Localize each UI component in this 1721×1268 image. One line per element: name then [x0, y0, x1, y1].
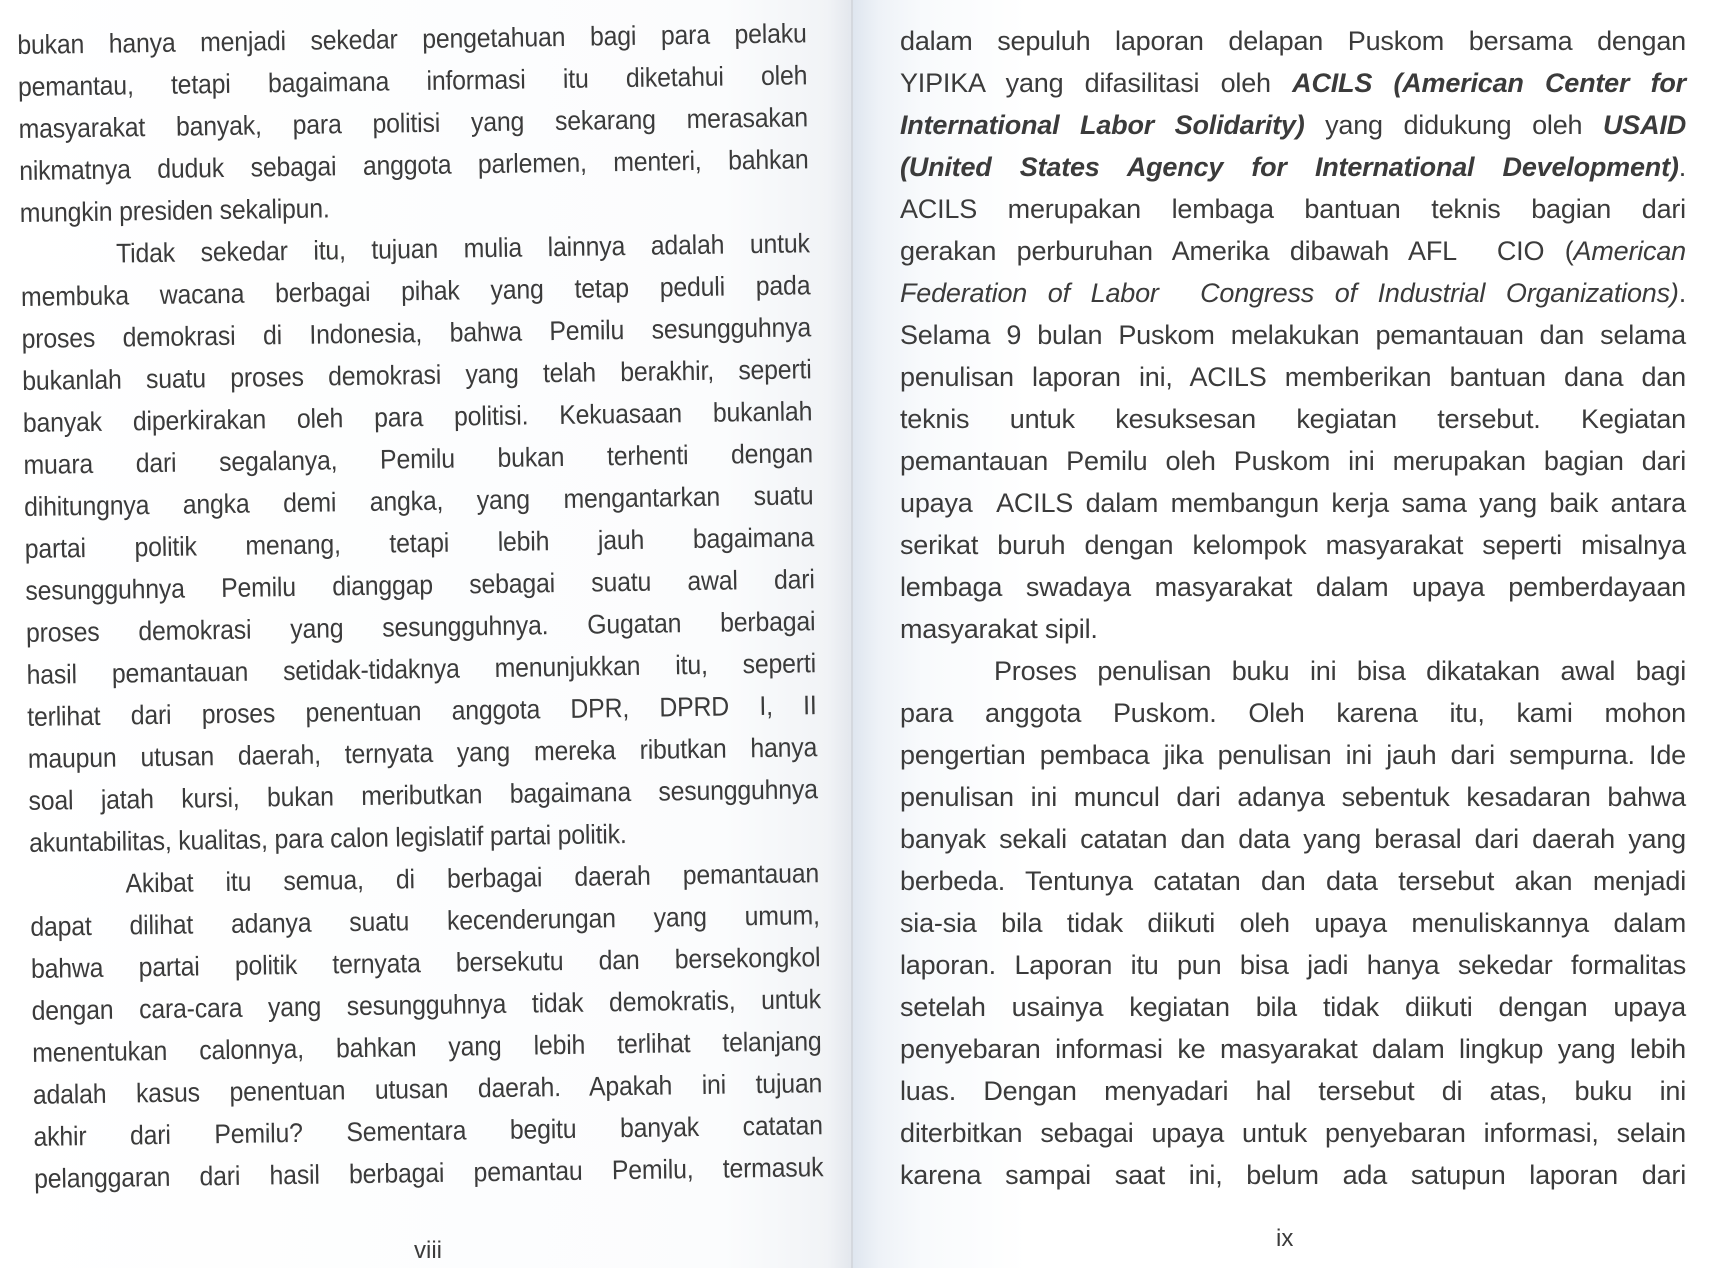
text-line: soal jatah kursi, bukan meributkan bagaimana sesungguhnya: [28, 774, 819, 816]
text-line: adalah kasus penentuan utusan daerah. Apakah ini tujuan: [32, 1068, 823, 1110]
text-line: menentukan calonnya, bahkan yang lebih terlihat telanjang: [32, 1026, 822, 1068]
text-line: masyarakat banyak, para politisi yang sekarang merasakan: [18, 102, 809, 144]
text-segment: yang didukung oleh: [1304, 110, 1603, 140]
text-line: [900, 440, 1686, 482]
text-line: [900, 524, 1686, 566]
text-line: [900, 860, 1686, 902]
emphasis-text: ACILS (American Center for: [1292, 68, 1686, 98]
text-segment: upaya ACILS dalam membangun kerja sama yang baik antara: [900, 488, 1686, 518]
text-line: [900, 188, 1686, 230]
text-line: proses demokrasi di Indonesia, bahwa Pemilu sesungguhnya: [21, 312, 812, 354]
text-line: [900, 20, 1686, 62]
text-segment: serikat buruh dengan kelompok masyarakat seperti misalnya: [900, 530, 1686, 560]
text-line: terlihat dari proses penentuan anggota DPR, DPRD I, II: [27, 690, 817, 732]
text-line: proses demokrasi yang sesungguhnya. Gugatan berbagai: [25, 606, 816, 648]
text-line: akhir dari Pemilu? Sementara begitu banyak catatan: [33, 1110, 824, 1152]
text-line: [900, 944, 1686, 986]
text-line: Tidak sekedar itu, tujuan mulia lainnya adalah untuk: [115, 228, 810, 269]
text-segment: .: [1678, 278, 1686, 308]
text-segment: .: [1678, 152, 1686, 182]
text-line: [900, 986, 1686, 1028]
text-line: [900, 1028, 1686, 1070]
italic-text: American: [1573, 236, 1686, 266]
text-line: partai politik menang, tetapi lebih jauh bagaimana: [24, 522, 815, 564]
text-line: [900, 776, 1686, 818]
text-line: [900, 1154, 1686, 1196]
text-line: [900, 650, 1686, 692]
text-line: bahwa partai politik ternyata bersekutu dan bersekongkol: [30, 942, 821, 984]
text-line: sesungguhnya Pemilu dianggap sebagai suatu awal dari: [25, 564, 815, 606]
left-page-body: [17, 12, 824, 1200]
text-segment: pengertian pembaca jika penulisan ini jauh dari sempurna. Ide: [900, 740, 1686, 770]
text-segment: setelah usainya kegiatan bila tidak diikuti dengan upaya: [900, 992, 1686, 1022]
text-line: muara dari segalanya, Pemilu bukan terhenti dengan: [23, 438, 814, 480]
left-page: [0, 0, 853, 1268]
emphasis-text: USAID: [1602, 110, 1686, 140]
text-line: maupun utusan daerah, ternyata yang mereka ributkan hanya: [27, 732, 818, 774]
text-line: pelanggaran dari hasil berbagai pemantau Pemilu, termasuk: [33, 1152, 824, 1194]
text-line: bukan hanya menjadi sekedar pengetahuan bagi para pelaku: [17, 18, 807, 60]
text-segment: gerakan perburuhan Amerika dibawah AFL CIO (: [900, 236, 1574, 266]
text-segment: pemantauan Pemilu oleh Puskom ini merupakan bagian dari: [900, 446, 1686, 476]
text-segment: para anggota Puskom. Oleh karena itu, kami mohon: [900, 698, 1686, 728]
text-segment: penyebaran informasi ke masyarakat dalam lingkup yang lebih: [900, 1034, 1686, 1064]
text-line: [900, 1070, 1686, 1112]
text-line: dengan cara-cara yang sesungguhnya tidak demokratis, untuk: [31, 984, 822, 1026]
text-line: [900, 902, 1686, 944]
emphasis-text: (United States Agency for International Development): [900, 152, 1679, 182]
text-segment: dalam sepuluh laporan delapan Puskom bersama dengan: [900, 26, 1686, 56]
text-segment: Proses penulisan buku ini bisa dikatakan awal bagi: [994, 656, 1686, 686]
text-segment: laporan. Laporan itu pun bisa jadi hanya sekedar formalitas: [900, 950, 1686, 980]
text-line: [900, 566, 1686, 608]
text-segment: banyak sekali catatan dan data yang berasal dari daerah yang: [900, 824, 1686, 854]
text-line: [900, 818, 1686, 860]
text-segment: penulisan laporan ini, ACILS memberikan bantuan dana dan: [900, 362, 1686, 392]
text-segment: penulisan ini muncul dari adanya sebentuk kesadaran bahwa: [900, 782, 1686, 812]
text-line: membuka wacana berbagai pihak yang tetap peduli pada: [20, 270, 811, 312]
text-line: [900, 398, 1686, 440]
text-segment: YIPIKA yang difasilitasi oleh: [900, 68, 1293, 98]
text-segment: berbeda. Tentunya catatan dan data tersebut akan menjadi: [900, 866, 1686, 896]
text-line: banyak diperkirakan oleh para politisi. Kekuasaan bukanlah: [22, 396, 813, 438]
text-line: [900, 356, 1686, 398]
text-segment: diterbitkan sebagai upaya untuk penyebaran informasi, selain: [900, 1118, 1686, 1148]
text-line: dapat dilihat adanya suatu kecenderungan yang umum,: [30, 900, 820, 942]
text-line: [900, 608, 1686, 650]
text-line: mungkin presiden sekalipun.: [19, 193, 330, 228]
text-line: [900, 62, 1686, 104]
text-segment: masyarakat sipil.: [900, 614, 1098, 644]
text-line: [900, 146, 1686, 188]
text-line: [900, 104, 1686, 146]
page-number-right: ix: [1276, 1225, 1294, 1252]
text-segment: Selama 9 bulan Puskom melakukan pemantauan dan selama: [900, 320, 1686, 350]
text-segment: luas. Dengan menyadari hal tersebut di atas, buku ini: [900, 1076, 1686, 1106]
text-line: [900, 734, 1686, 776]
text-line: hasil pemantauan setidak-tidaknya menunjukkan itu, seperti: [26, 648, 817, 690]
text-line: [900, 272, 1686, 314]
text-segment: lembaga swadaya masyarakat dalam upaya pemberdayaan: [900, 572, 1686, 602]
text-line: [900, 1112, 1686, 1154]
text-line: [900, 230, 1686, 272]
page-number-left: viii: [414, 1237, 442, 1264]
text-line: [900, 692, 1686, 734]
text-line: dihitungnya angka demi angka, yang mengantarkan suatu: [23, 480, 814, 522]
text-line: akuntabilitas, kualitas, para calon legislatif partai politik.: [28, 819, 627, 858]
text-segment: teknis untuk kesuksesan kegiatan tersebut. Kegiatan: [900, 404, 1686, 434]
text-segment: karena sampai saat ini, belum ada satupun laporan dari: [900, 1160, 1686, 1190]
italic-text: Federation of Labor Congress of Industrial Organizations): [900, 278, 1679, 308]
text-line: bukanlah suatu proses demokrasi yang telah berakhir, seperti: [22, 354, 812, 396]
emphasis-text: International Labor Solidarity): [900, 110, 1305, 140]
text-line: Akibat itu semua, di berbagai daerah pemantauan: [125, 858, 820, 899]
text-line: pemantau, tetapi bagaimana informasi itu diketahui oleh: [17, 60, 808, 102]
text-segment: sia-sia bila tidak diikuti oleh upaya menuliskannya dalam: [900, 908, 1686, 938]
text-segment: ACILS merupakan lembaga bantuan teknis bagian dari: [900, 194, 1686, 224]
text-line: nikmatnya duduk sebagai anggota parlemen, menteri, bahkan: [18, 144, 809, 186]
text-line: [900, 314, 1686, 356]
right-page-body: [900, 20, 1686, 1196]
text-line: [900, 482, 1686, 524]
